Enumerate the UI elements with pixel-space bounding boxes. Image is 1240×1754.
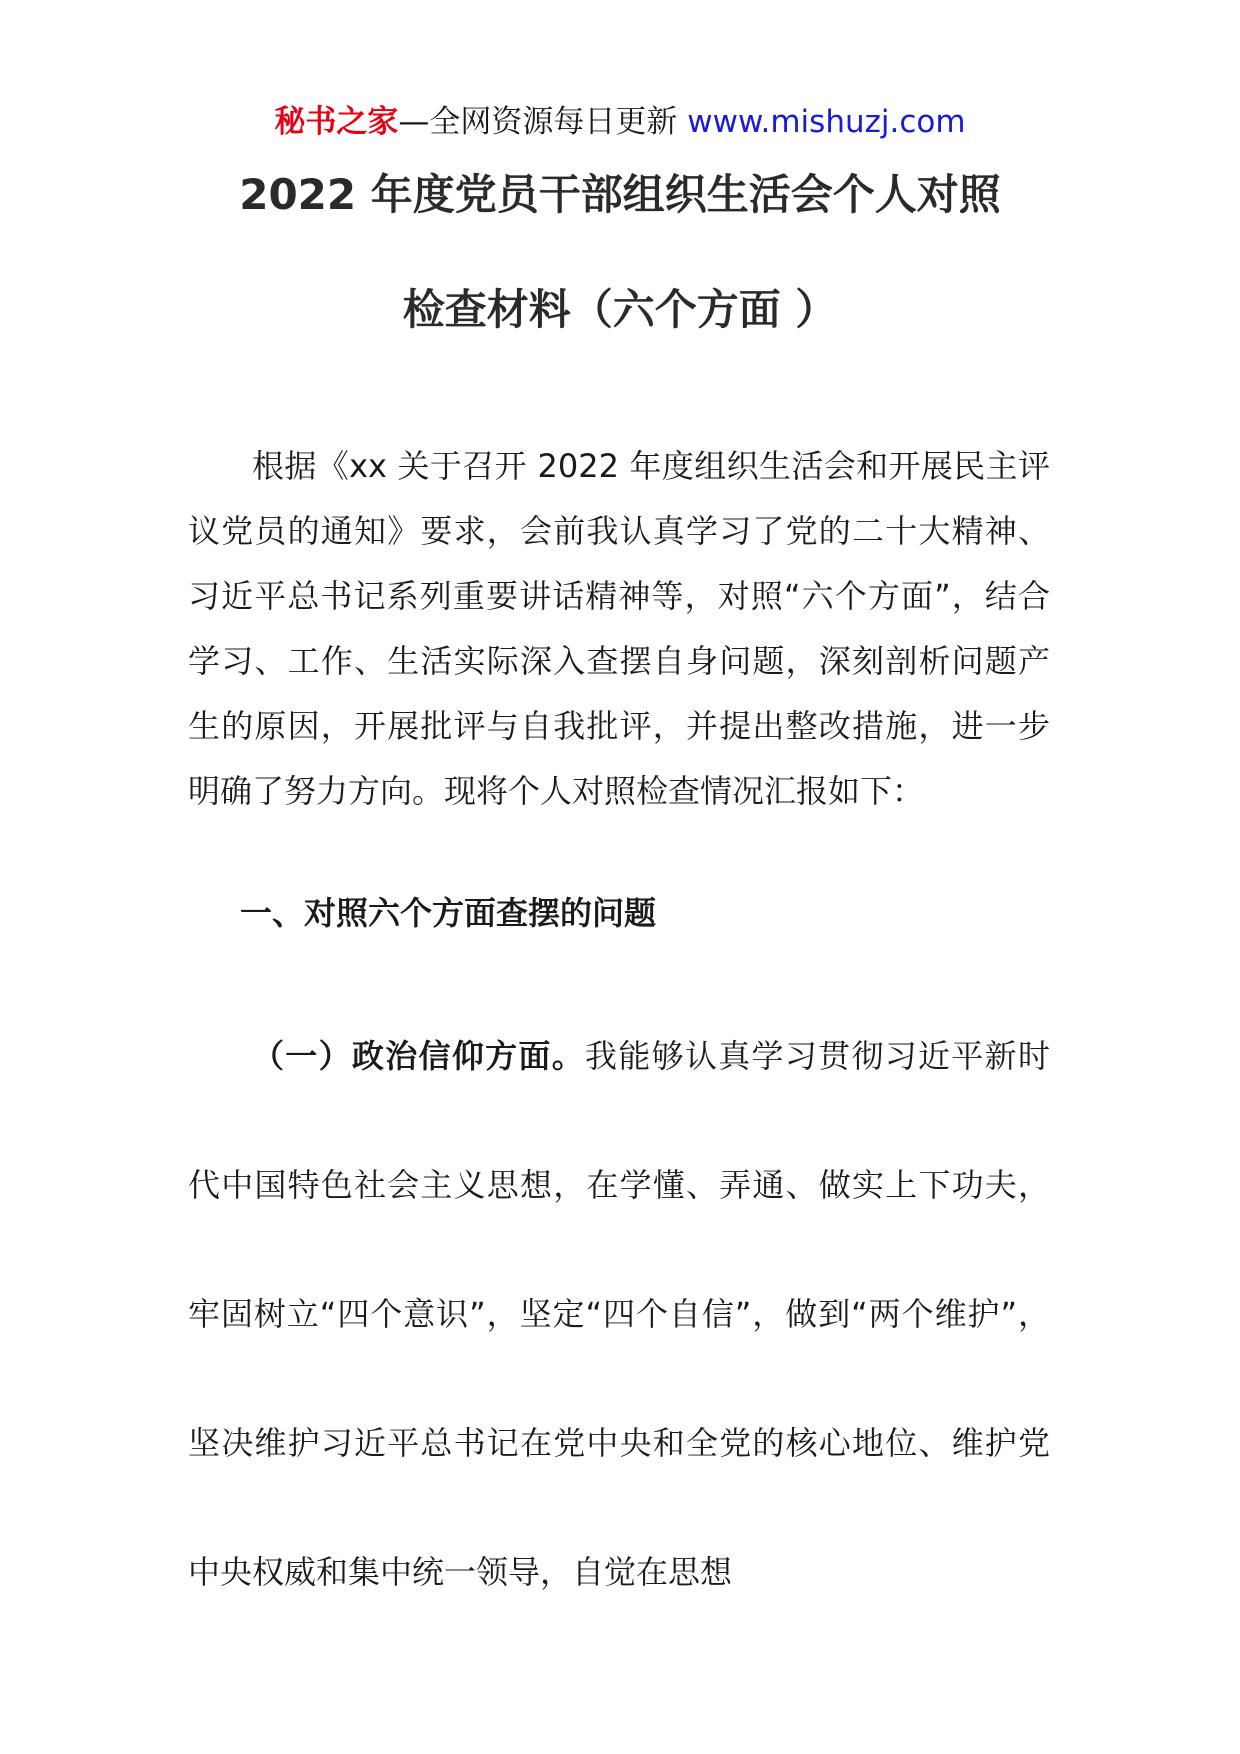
section-heading-1: 一、对照六个方面查摆的问题	[240, 894, 657, 932]
subsection-title: （一）政治信仰方面。	[252, 1037, 586, 1075]
intro-paragraph: 根据《xx 关于召开 2022 年度组织生活会和开展民主评议党员的通知》要求，会前我认真学习了党的二十大精神、习近平总书记系列重要讲话精神等，对照“六个方面”，结合学习、工作、生活实际深入查摆自身问题，深刻剖析问题产生的原因，开展批评与自我批评，并提出整改措施，进一步明确了努力方向。现将个人对照检查情况汇报如下：	[188, 447, 1050, 810]
document-title-line-1: 2022 年度党员干部组织生活会个人对照	[239, 170, 1001, 219]
site-slogan: —全网资源每日更新	[398, 104, 688, 140]
subsection-body: 我能够认真学习贯彻习近平新时代中国特色社会主义思想，在学懂、弄通、做实上下功夫，牢固树立“四个意识”，坚定“四个自信”，做到“两个维护”，坚决维护习近平总书记在党中央和全党的核心地位、维护党中央权威和集中统一领导，自觉在思想	[188, 1037, 1050, 1591]
section-paragraph-political-belief	[188, 992, 1050, 1637]
site-url-link[interactable]: www.mishuzj.com	[687, 104, 966, 140]
document-title-line-2: 检查材料（六个方面 ）	[402, 285, 838, 334]
site-brand: 秘书之家	[274, 104, 399, 140]
site-header	[0, 102, 1240, 142]
